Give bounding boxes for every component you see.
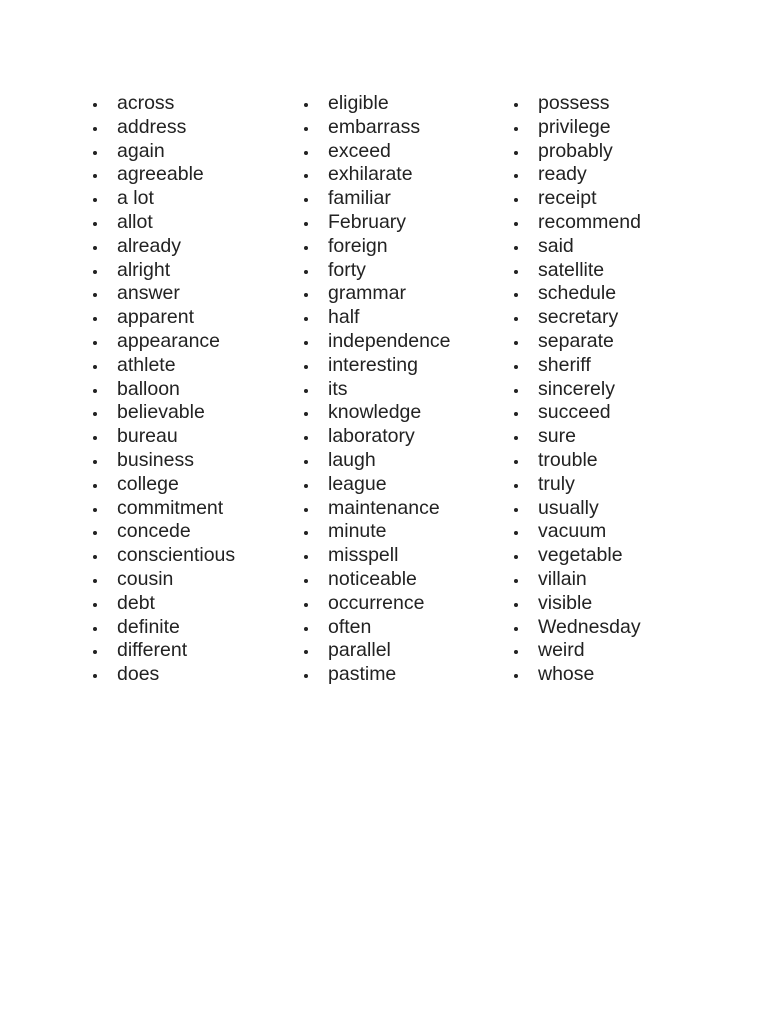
list-item <box>90 330 290 354</box>
bullet-icon <box>514 531 518 535</box>
word-text: half <box>328 306 360 329</box>
bullet-icon <box>514 174 518 178</box>
word-text: Wednesday <box>538 615 641 638</box>
list-item <box>90 568 290 592</box>
word-text: definite <box>117 615 180 638</box>
word-text: sure <box>538 425 576 448</box>
word-text: knowledge <box>328 401 422 424</box>
word-text: minute <box>328 520 387 543</box>
word-text: debt <box>117 591 155 614</box>
word-text: vacuum <box>538 520 607 543</box>
word-text: exhilarate <box>328 163 413 186</box>
list-item <box>90 616 290 640</box>
word-text: address <box>117 115 187 138</box>
list-item <box>301 330 501 354</box>
word-text: privilege <box>538 115 611 138</box>
bullet-icon <box>93 650 97 654</box>
bullet-icon <box>304 555 308 559</box>
list-item <box>301 116 501 140</box>
bullet-icon <box>93 317 97 321</box>
word-text: believable <box>117 401 205 424</box>
list-item <box>90 401 290 425</box>
word-text: parallel <box>328 639 391 662</box>
bullet-icon <box>304 270 308 274</box>
bullet-icon <box>93 579 97 583</box>
word-column-1 <box>90 92 290 687</box>
bullet-icon <box>304 293 308 297</box>
word-text: often <box>328 615 372 638</box>
bullet-icon <box>514 389 518 393</box>
word-text: pastime <box>328 663 397 686</box>
list-item <box>301 663 501 687</box>
bullet-icon <box>93 127 97 131</box>
word-text: apparent <box>117 306 194 329</box>
list-item <box>301 163 501 187</box>
bullet-icon <box>304 650 308 654</box>
list-item <box>511 401 711 425</box>
list-item <box>90 163 290 187</box>
bullet-icon <box>304 341 308 345</box>
word-text: maintenance <box>328 496 440 519</box>
word-text: said <box>538 234 574 257</box>
bullet-icon <box>304 246 308 250</box>
list-item <box>511 544 711 568</box>
word-text: noticeable <box>328 567 417 590</box>
list-item <box>90 92 290 116</box>
word-text: separate <box>538 329 614 352</box>
list-item <box>301 639 501 663</box>
word-text: conscientious <box>117 544 236 567</box>
bullet-icon <box>304 412 308 416</box>
list-item <box>511 306 711 330</box>
list-item <box>301 235 501 259</box>
list-item <box>511 425 711 449</box>
list-item <box>90 116 290 140</box>
word-text: whose <box>538 663 595 686</box>
list-item <box>90 425 290 449</box>
bullet-icon <box>93 151 97 155</box>
bullet-icon <box>304 389 308 393</box>
word-text: laugh <box>328 448 376 471</box>
list-item <box>301 616 501 640</box>
bullet-icon <box>93 508 97 512</box>
word-text: sheriff <box>538 353 591 376</box>
list-item <box>511 259 711 283</box>
list-item <box>301 140 501 164</box>
list-item <box>301 401 501 425</box>
bullet-icon <box>304 436 308 440</box>
bullet-icon <box>93 555 97 559</box>
list-item <box>301 306 501 330</box>
bullet-icon <box>304 317 308 321</box>
bullet-icon <box>304 603 308 607</box>
bullet-icon <box>304 531 308 535</box>
word-text: visible <box>538 591 593 614</box>
list-item <box>511 449 711 473</box>
bullet-icon <box>93 246 97 250</box>
bullet-icon <box>304 365 308 369</box>
word-text: independence <box>328 329 451 352</box>
word-column-2 <box>301 92 501 687</box>
list-item <box>90 354 290 378</box>
word-text: a lot <box>117 187 154 210</box>
word-text: league <box>328 472 387 495</box>
bullet-icon <box>514 151 518 155</box>
word-text: bureau <box>117 425 178 448</box>
word-text: forty <box>328 258 366 281</box>
bullet-icon <box>514 246 518 250</box>
bullet-icon <box>93 341 97 345</box>
bullet-icon <box>514 603 518 607</box>
bullet-icon <box>93 627 97 631</box>
bullet-icon <box>304 222 308 226</box>
bullet-icon <box>93 603 97 607</box>
bullet-icon <box>93 460 97 464</box>
list-item <box>301 592 501 616</box>
bullet-icon <box>93 198 97 202</box>
word-text: balloon <box>117 377 180 400</box>
list-item <box>511 116 711 140</box>
list-item <box>90 449 290 473</box>
list-item <box>90 306 290 330</box>
word-text: grammar <box>328 282 407 305</box>
word-text: does <box>117 663 160 686</box>
word-text: again <box>117 139 165 162</box>
word-text: usually <box>538 496 599 519</box>
list-item <box>511 568 711 592</box>
bullet-icon <box>304 579 308 583</box>
bullet-icon <box>514 127 518 131</box>
list-item <box>511 235 711 259</box>
list-item <box>90 520 290 544</box>
word-text: its <box>328 377 348 400</box>
bullet-icon <box>304 198 308 202</box>
word-text: eligible <box>328 92 389 114</box>
bullet-icon <box>93 103 97 107</box>
list-item <box>511 592 711 616</box>
word-text: exceed <box>328 139 391 162</box>
word-text: trouble <box>538 448 598 471</box>
word-text: embarrass <box>328 115 421 138</box>
bullet-icon <box>514 650 518 654</box>
word-text: concede <box>117 520 191 543</box>
list-item <box>301 473 501 497</box>
bullet-icon <box>93 531 97 535</box>
bullet-icon <box>514 222 518 226</box>
list-item <box>511 92 711 116</box>
word-text: different <box>117 639 188 662</box>
bullet-icon <box>514 484 518 488</box>
list-item <box>301 425 501 449</box>
bullet-icon <box>93 222 97 226</box>
bullet-icon <box>93 484 97 488</box>
bullet-icon <box>514 460 518 464</box>
word-text: allot <box>117 210 153 233</box>
word-text: cousin <box>117 567 174 590</box>
word-text: appearance <box>117 329 221 352</box>
list-item <box>90 592 290 616</box>
word-text: interesting <box>328 353 418 376</box>
word-text: possess <box>538 92 610 114</box>
bullet-icon <box>514 508 518 512</box>
list-item <box>301 568 501 592</box>
word-text: vegetable <box>538 544 623 567</box>
word-text: probably <box>538 139 613 162</box>
word-text: sincerely <box>538 377 615 400</box>
list-item <box>301 354 501 378</box>
word-text: receipt <box>538 187 597 210</box>
bullet-icon <box>514 436 518 440</box>
list-item <box>511 163 711 187</box>
word-column-3 <box>511 92 711 687</box>
list-item <box>511 497 711 521</box>
bullet-icon <box>93 174 97 178</box>
list-item <box>301 378 501 402</box>
word-text: misspell <box>328 544 399 567</box>
list-item <box>90 282 290 306</box>
list-item <box>511 282 711 306</box>
word-text: occurrence <box>328 591 425 614</box>
list-item <box>90 544 290 568</box>
bullet-icon <box>93 674 97 678</box>
bullet-icon <box>514 412 518 416</box>
word-text: business <box>117 448 194 471</box>
list-item <box>511 187 711 211</box>
word-text: laboratory <box>328 425 415 448</box>
list-item <box>301 497 501 521</box>
list-item <box>301 187 501 211</box>
list-item <box>511 639 711 663</box>
list-item <box>301 544 501 568</box>
bullet-icon <box>93 365 97 369</box>
list-item <box>301 92 501 116</box>
word-text: weird <box>538 639 585 662</box>
bullet-icon <box>304 151 308 155</box>
word-text: recommend <box>538 210 641 233</box>
bullet-icon <box>93 389 97 393</box>
list-item <box>511 378 711 402</box>
bullet-icon <box>93 412 97 416</box>
word-text: villain <box>538 567 587 590</box>
list-item <box>90 497 290 521</box>
list-item <box>301 211 501 235</box>
list-item <box>301 449 501 473</box>
word-text: commitment <box>117 496 224 519</box>
word-text: answer <box>117 282 180 305</box>
list-item <box>301 520 501 544</box>
list-item <box>511 473 711 497</box>
bullet-icon <box>514 317 518 321</box>
word-text: familiar <box>328 187 391 210</box>
word-text: agreeable <box>117 163 204 186</box>
bullet-icon <box>514 365 518 369</box>
bullet-icon <box>514 198 518 202</box>
word-text: already <box>117 234 181 257</box>
list-item <box>90 187 290 211</box>
list-item <box>90 235 290 259</box>
list-item <box>90 663 290 687</box>
word-text: truly <box>538 472 575 495</box>
bullet-icon <box>304 174 308 178</box>
list-item <box>511 140 711 164</box>
list-item <box>511 211 711 235</box>
word-text: ready <box>538 163 587 186</box>
bullet-icon <box>514 555 518 559</box>
list-item <box>301 259 501 283</box>
list-item <box>511 330 711 354</box>
bullet-icon <box>514 103 518 107</box>
bullet-icon <box>304 674 308 678</box>
word-text: college <box>117 472 179 495</box>
list-item <box>90 378 290 402</box>
word-text: athlete <box>117 353 176 376</box>
bullet-icon <box>304 484 308 488</box>
list-item <box>511 520 711 544</box>
bullet-icon <box>93 436 97 440</box>
list-item <box>511 616 711 640</box>
word-text: alright <box>117 258 171 281</box>
bullet-icon <box>304 460 308 464</box>
bullet-icon <box>93 293 97 297</box>
list-item <box>90 639 290 663</box>
word-text: across <box>117 92 175 114</box>
bullet-icon <box>304 103 308 107</box>
bullet-icon <box>93 270 97 274</box>
word-text: succeed <box>538 401 611 424</box>
list-item <box>90 259 290 283</box>
list-item <box>90 473 290 497</box>
list-item <box>511 354 711 378</box>
word-text: secretary <box>538 306 619 329</box>
bullet-icon <box>514 341 518 345</box>
bullet-icon <box>514 674 518 678</box>
list-item <box>90 211 290 235</box>
bullet-icon <box>514 627 518 631</box>
word-text: foreign <box>328 234 388 257</box>
list-item <box>511 663 711 687</box>
word-text: February <box>328 210 407 233</box>
list-item <box>301 282 501 306</box>
bullet-icon <box>514 579 518 583</box>
bullet-icon <box>304 627 308 631</box>
list-item <box>90 140 290 164</box>
bullet-icon <box>514 293 518 297</box>
bullet-icon <box>304 508 308 512</box>
bullet-icon <box>514 270 518 274</box>
word-text: satellite <box>538 258 605 281</box>
word-text: schedule <box>538 282 617 305</box>
bullet-icon <box>304 127 308 131</box>
